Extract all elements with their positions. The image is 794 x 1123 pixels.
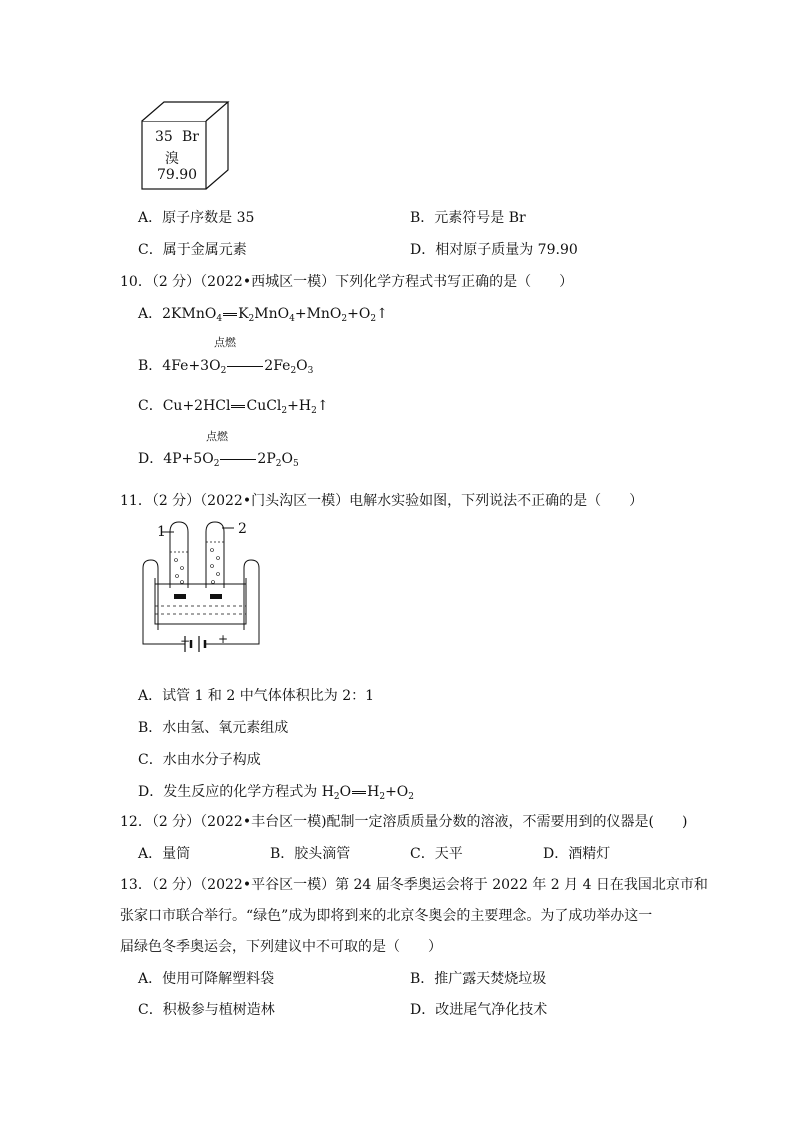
q9-option-d[interactable]: D．相对原子质量为 79.90 bbox=[410, 242, 578, 258]
q13-option-a[interactable]: A．使用可降解塑料袋 bbox=[138, 971, 275, 987]
q10-b-condition: 点燃 bbox=[214, 336, 236, 349]
q10-stem: 10．（2 分）（2022•西城区一模）下列化学方程式书写正确的是（ ） bbox=[120, 274, 574, 290]
q12-stem: 12．（2 分）（2022•丰台区一模)配制一定溶质质量分数的溶液，不需要用到的仪器是( ) bbox=[120, 814, 688, 830]
q10-option-c[interactable]: C．Cu+2HCl $CuCl_2+H_2↑$ bbox=[138, 398, 329, 416]
battery-plus-label: + bbox=[218, 632, 229, 646]
q12-option-c[interactable]: C．天平 bbox=[410, 846, 463, 862]
q11-option-c[interactable]: C．水由水分子构成 bbox=[138, 752, 261, 768]
q10-d-condition: 点燃 bbox=[206, 430, 228, 443]
element-name: 溴 bbox=[165, 151, 179, 167]
electrolysis-diagram-svg bbox=[140, 518, 265, 668]
q11-stem: 11．（2 分）（2022•门头沟区一模）电解水实验如图，下列说法不正确的是（ ） bbox=[120, 493, 644, 509]
q13-option-d[interactable]: D．改进尾气净化技术 bbox=[410, 1002, 548, 1018]
q9-option-b[interactable]: B．元素符号是 Br bbox=[410, 210, 526, 226]
q13-stem-line2: 张家口市联合举行。“绿色”成为即将到来的北京冬奥会的主要理念。为了成功举办这一 bbox=[120, 908, 653, 924]
q9-option-a[interactable]: A．原子序数是 35 bbox=[138, 210, 255, 226]
q13-stem-line3: 届绿色冬季奥运会，下列建议中不可取的是（ ） bbox=[120, 939, 442, 955]
q12-option-d[interactable]: D．酒精灯 bbox=[543, 846, 611, 862]
tube-1-label: 1 bbox=[157, 524, 166, 540]
q13-option-b[interactable]: B．推广露天焚烧垃圾 bbox=[410, 971, 547, 987]
q13-option-c[interactable]: C．积极参与植树造林 bbox=[138, 1002, 275, 1018]
q11-option-d[interactable]: D．发生反应的化学方程式为 $H_2O$ $H_2+O_2$ bbox=[138, 784, 415, 802]
q11-option-b[interactable]: B．水由氢、氧元素组成 bbox=[138, 720, 289, 736]
battery-minus-label: − bbox=[180, 634, 191, 648]
q12-option-b[interactable]: B．胶头滴管 bbox=[270, 846, 351, 862]
element-symbol: Br bbox=[182, 129, 199, 145]
q11-option-a[interactable]: A．试管 1 和 2 中气体体积比为 2：1 bbox=[138, 688, 375, 704]
q9-option-c[interactable]: C．属于金属元素 bbox=[138, 242, 247, 258]
tube-2-label: 2 bbox=[238, 521, 247, 537]
q12-option-a[interactable]: A．量筒 bbox=[138, 846, 191, 862]
element-mass: 79.90 bbox=[157, 167, 198, 183]
q13-stem-line1: 13．（2 分）（2022•平谷区一模）第 24 届冬季奥运会将于 2022 年 2 月 4 日在我国北京市和 bbox=[120, 877, 708, 893]
q10-option-a[interactable]: A．2KMnO$_4$ $K_2MnO_4+MnO_2+O_2↑$ bbox=[138, 306, 388, 324]
element-number: 35 bbox=[155, 129, 173, 145]
q10-option-d[interactable]: D．$4P+5O_2$ $2P_2O_5$ bbox=[138, 451, 299, 469]
q10-option-b[interactable]: B．$4Fe+3O_2$ $2Fe_2O_3$ bbox=[138, 358, 314, 376]
electrolysis-diagram bbox=[140, 518, 265, 672]
